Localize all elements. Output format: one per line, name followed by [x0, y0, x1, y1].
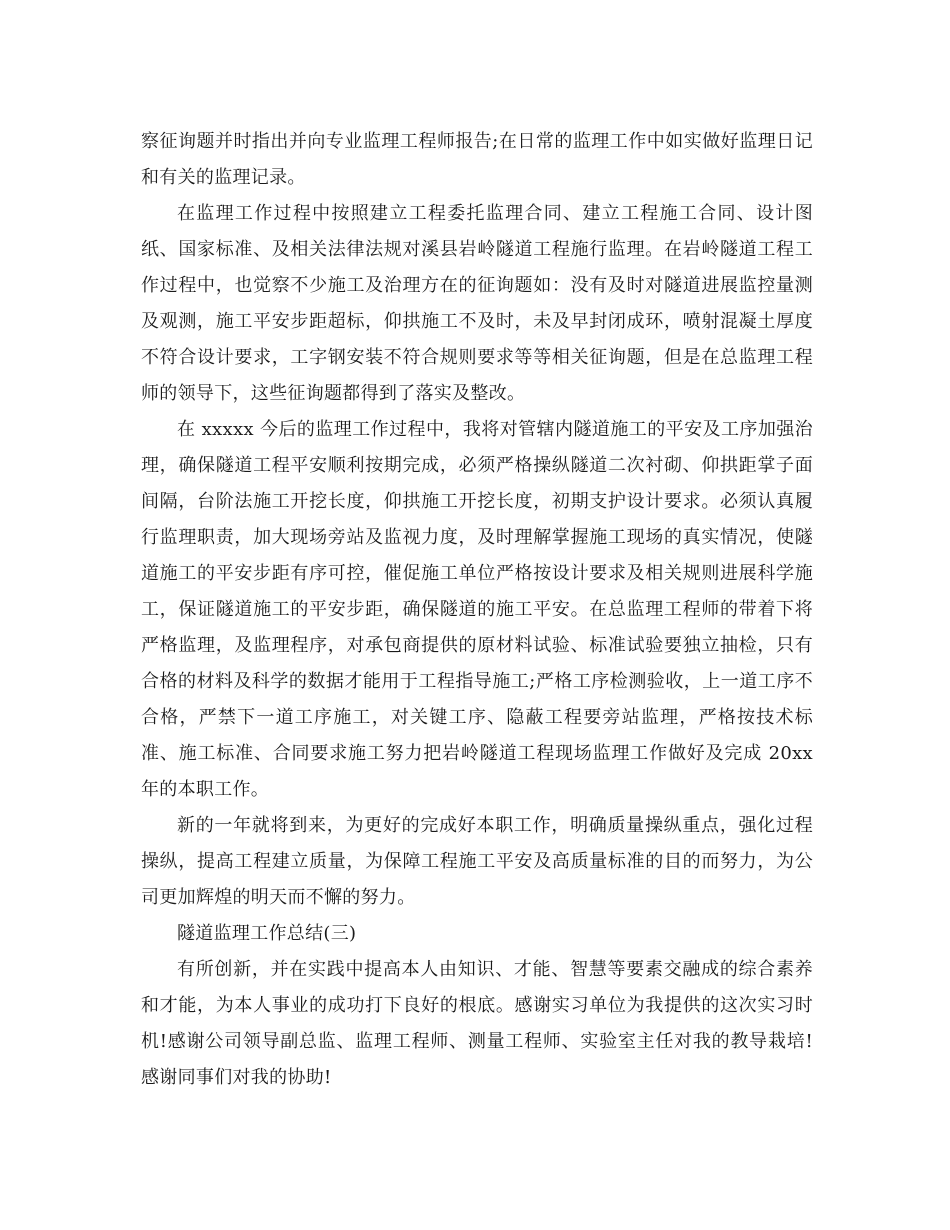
paragraph-5: 有所创新，并在实践中提高本人由知识、才能、智慧等要素交融成的综合素养和才能，为本人事业的成功打下良好的根底。感谢实习单位为我提供的这次实习时机!感谢公司领导副总监、监理工程师、测量工程师、实验室主任对我的教导栽培!感谢同事们对我的协助!: [141, 959, 813, 1088]
section-heading: 隧道监理工作总结(三): [177, 923, 357, 944]
paragraph-2: 在监理工作过程中按照建立工程委托监理合同、建立工程施工合同、设计图纸、国家标准、及相关法律法规对溪县岩岭隧道工程施行监理。在岩岭隧道工程工作过程中，也觉察不少施工及治理方在的征询题如：没有及时对隧道进展监控量测及观测，施工平安步距超标，仰拱施工不及时，未及早封闭成环，喷射混凝土厚度不符合设计要求，工字钢安装不符合规则要求等等相关征询题，但是在总监理工程师的领导下，这些征询题都得到了落实及整改。: [141, 203, 813, 404]
paragraph-1: 察征询题并时指出并向专业监理工程师报告;在日常的监理工作中如实做好监理日记和有关的监理记录。: [141, 131, 813, 188]
paragraph-3: 在 xxxxx 今后的监理工作过程中，我将对管辖内隧道施工的平安及工序加强治理，确保隧道工程平安顺利按期完成，必须严格操纵隧道二次衬砌、仰拱距掌子面间隔，台阶法施工开挖长度，仰拱施工开挖长度，初期支护设计要求。必须认真履行监理职责，加大现场旁站及监视力度，及时理解掌握施工现场的真实情况，使隧道施工的平安步距有序可控，催促施工单位严格按设计要求及相关规则进展科学施工，保证隧道施工的平安步距，确保隧道的施工平安。在总监理工程师的带着下将严格监理，及监理程序，对承包商提供的原材料试验、标准试验要独立抽检，只有合格的材料及科学的数据才能用于工程指导施工;严格工序检测验收，上一道工序不合格，严禁下一道工序施工，对关键工序、隐蔽工程要旁站监理，严格按技术标准、施工标准、合同要求施工努力把岩岭隧道工程现场监理工作做好及完成 20xx 年的本职工作。: [141, 419, 813, 800]
document-body: [141, 124, 813, 1096]
paragraph-4: 新的一年就将到来，为更好的完成好本职工作，明确质量操纵重点，强化过程操纵，提高工程建立质量，为保障工程施工平安及高质量标准的目的而努力，为公司更加辉煌的明天而不懈的努力。: [141, 815, 813, 908]
